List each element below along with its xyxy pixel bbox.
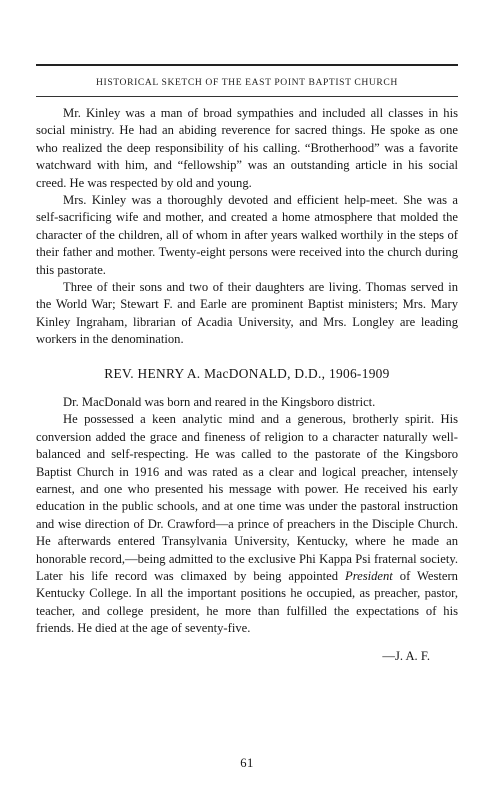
kinley-paragraph-2: Mrs. Kinley was a thoroughly devoted and efficient help-meet. She was a self-sacrificing wife and mother, and created a home atmosphere that molded the character of the children, all of whom in after years walked worthily in the steps of their father and mother. Twenty-eight persons were received into the church during this pastorate.	[36, 193, 458, 277]
header-bottom-rule	[36, 96, 458, 97]
header-top-rule	[36, 64, 458, 66]
macdonald-paragraph-2	[36, 411, 458, 637]
paragraph-text-start: He possessed a keen analytic mind and a generous, brotherly spirit. His conversion added the grace and fineness of religion to a character naturally well-balanced and self-respecting. He was called to the pastorate of the Kingsboro Baptist Church in 1916 and was rated as a clear and logical preacher, intensely earnest, and one who presented his message with power. He received his early education in the public schools, and at one time was under the pastoral instruction and wise direction of Dr. Crawford—a prince of preachers in the Disciple Church. He afterwards entered Transylvania University, Kentucky, where he made an honorable record,—being admitted to the exclusive Phi Kappa Psi fraternal society. Later his life record was climaxed by being appointed	[36, 412, 458, 584]
author-signature: —J. A. F.	[382, 648, 430, 663]
kinley-paragraph-1: Mr. Kinley was a man of broad sympathies and included all classes in his social ministry. He had an abiding reverence for sacred things. He spoke as one who realized the deep responsibility of his calling. “Brotherhood” was a favorite watchward with him, and “fellowship” was an outstanding article in his social creed. He was respected by old and young.	[36, 106, 458, 190]
running-header: HISTORICAL SKETCH OF THE EAST POINT BAPTIST CHURCH	[96, 77, 398, 88]
kinley-paragraph-3: Three of their sons and two of their daughters are living. Thomas served in the World War; Stewart F. and Earle are prominent Baptist ministers; Mrs. Mary Kinley Ingraham, librarian of Acadia University, and Mrs. Longley are leading workers in the denomination.	[36, 280, 458, 347]
macdonald-heading: REV. HENRY A. MacDONALD, D.D., 1906-1909	[104, 366, 390, 381]
kinley-section	[36, 105, 458, 364]
page-body	[36, 105, 458, 665]
macdonald-paragraph-1: Dr. MacDonald was born and reared in the Kingsboro district.	[63, 395, 376, 409]
page-number: 61	[240, 756, 254, 770]
italic-president: President	[345, 569, 393, 584]
paragraph-text-end: of Western Kentucky College. In all the important positions he occupied, as preacher, pastor, teacher, and college president, he more than fulfilled the expectations of his friends. He died at the age of seventy-five.	[36, 569, 458, 636]
